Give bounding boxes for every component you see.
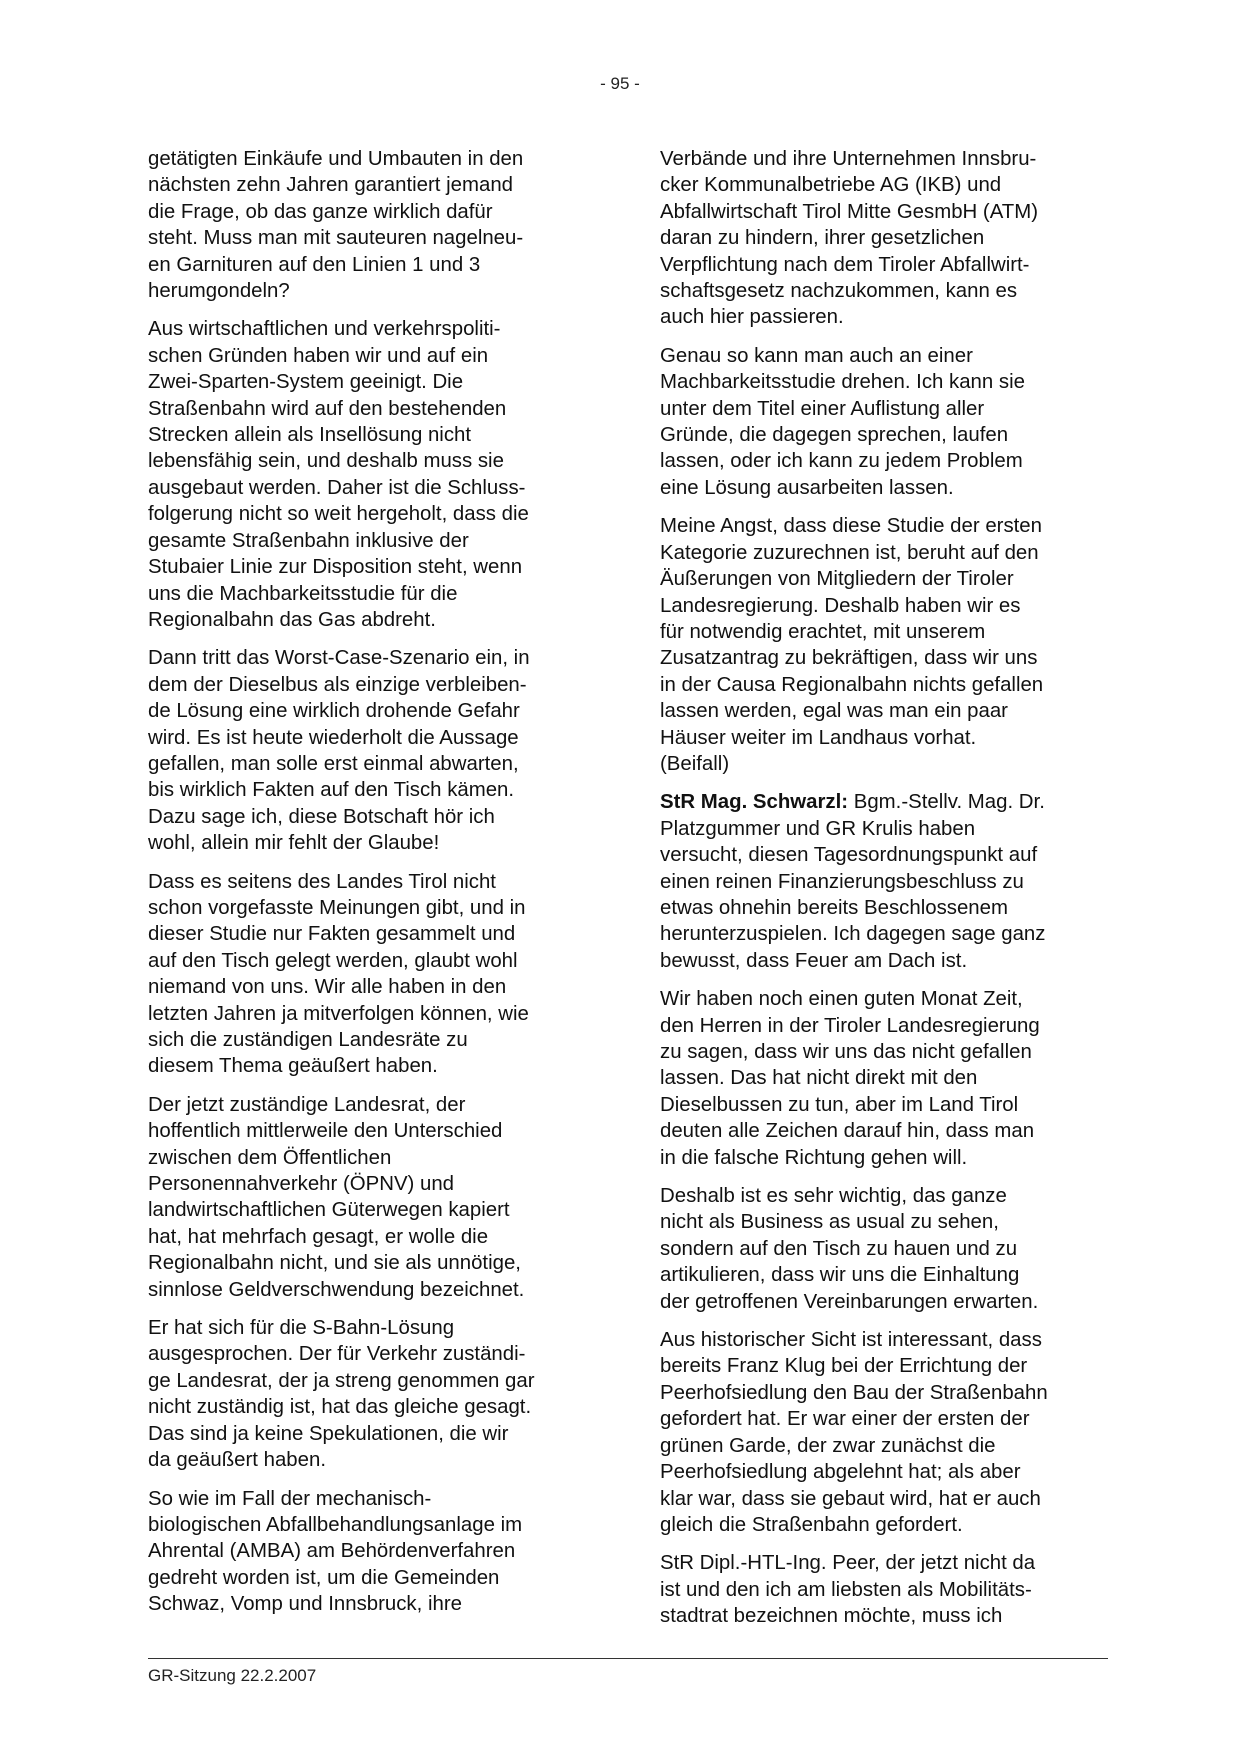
text-line: steht. Muss man mit sauteuren nagelneu-: [148, 227, 524, 250]
text-line: auf den Tisch gelegt werden, glaubt wohl: [148, 949, 518, 972]
text-line: da geäußert haben.: [148, 1449, 326, 1472]
text-line: lebensfähig sein, und deshalb muss sie: [148, 450, 504, 473]
paragraph: [148, 1486, 603, 1618]
text-line: in der Causa Regionalbahn nichts gefallen: [660, 673, 1044, 696]
text-line: wohl, allein mir fehlt der Glaube!: [148, 832, 440, 855]
text-line: sondern auf den Tisch zu hauen und zu: [660, 1237, 1018, 1260]
text-line: Ahrental (AMBA) am Behördenverfahren: [148, 1540, 516, 1563]
paragraph: [148, 1092, 603, 1303]
text-line: etwas ohnehin bereits Beschlossenem: [660, 896, 1008, 919]
text-line: wird. Es ist heute wiederholt die Aussage: [148, 726, 519, 749]
paragraph-body: [660, 818, 1045, 972]
text-line: cker Kommunalbetriebe AG (IKB) und: [660, 174, 1002, 197]
text-line: herunterzuspielen. Ich dagegen sage ganz: [660, 923, 1046, 946]
text-line: versucht, diesen Tagesordnungspunkt auf: [660, 844, 1038, 867]
left-column: [148, 146, 603, 1630]
text-line: gefordert hat. Er war einer der ersten der: [660, 1408, 1030, 1431]
text-line: landwirtschaftlichen Güterwegen kapiert: [148, 1199, 510, 1222]
text-line: Abfallwirtschaft Tirol Mitte GesmbH (ATM): [660, 200, 1039, 223]
text-line: lassen. Das hat nicht direkt mit den: [660, 1067, 978, 1090]
text-line: Machbarkeitsstudie drehen. Ich kann sie: [660, 371, 1025, 394]
text-line: nicht als Business as usual zu sehen,: [660, 1211, 999, 1234]
text-line: gleich die Straßenbahn gefordert.: [660, 1513, 963, 1536]
page-number: - 95 -: [600, 74, 640, 93]
text-line: gefallen, man solle erst einmal abwarten,: [148, 752, 519, 775]
text-line: klar war, dass sie gebaut wird, hat er auch: [660, 1487, 1041, 1510]
text-line: biologischen Abfallbehandlungsanlage im: [148, 1513, 523, 1536]
text-line: schon vorgefasste Meinungen gibt, und in: [148, 896, 526, 919]
text-line: Straßenbahn wird auf den bestehenden: [148, 397, 507, 420]
text-line: Dann tritt das Worst-Case-Szenario ein, in: [148, 647, 530, 670]
footer-divider: [148, 1658, 1108, 1659]
text-line: Häuser weiter im Landhaus vorhat.: [660, 726, 977, 749]
text-line: deuten alle Zeichen darauf hin, dass man: [660, 1120, 1035, 1143]
text-line: den Herren in der Tiroler Landesregierung: [660, 1014, 1040, 1037]
speaker-paragraph: [660, 789, 1100, 974]
text-line: nächsten zehn Jahren garantiert jemand: [148, 174, 514, 197]
text-line: eine Lösung ausarbeiten lassen.: [660, 476, 954, 499]
text-line: Er hat sich für die S-Bahn-Lösung: [148, 1317, 455, 1340]
text-line: daran zu hindern, ihrer gesetzlichen: [660, 227, 985, 250]
text-line: bereits Franz Klug bei der Errichtung der: [660, 1355, 1028, 1378]
paragraph: [660, 1183, 1100, 1315]
text-line: Das sind ja keine Spekulationen, die wir: [148, 1422, 509, 1445]
text-line: artikulieren, dass wir uns die Einhaltung: [660, 1264, 1020, 1287]
footer-session-date: GR-Sitzung 22.2.2007: [148, 1666, 317, 1685]
paragraph: [660, 986, 1100, 1171]
paragraph: [148, 1315, 603, 1473]
text-line: Der jetzt zuständige Landesrat, der: [148, 1093, 466, 1116]
text-line: (Beifall): [660, 752, 730, 775]
text-line: en Garnituren auf den Linien 1 und 3: [148, 253, 481, 276]
text-line: Peerhofsiedlung abgelehnt hat; als aber: [660, 1461, 1021, 1484]
text-line: dieser Studie nur Fakten gesammelt und: [148, 923, 516, 946]
text-line: zu sagen, dass wir uns das nicht gefallen: [660, 1041, 1032, 1063]
paragraph: [148, 146, 603, 304]
text-line: Stubaier Linie zur Disposition steht, wenn: [148, 556, 523, 579]
text-line: Wir haben noch einen guten Monat Zeit,: [660, 988, 1023, 1011]
text-line: schaftsgesetz nachzukommen, kann es: [660, 280, 1018, 303]
text-line: Regionalbahn nicht, und sie als unnötige,: [148, 1252, 521, 1275]
text-line: Schwaz, Vomp und Innsbruck, ihre: [148, 1593, 462, 1616]
text-line: letzten Jahren ja mitverfolgen können, wie: [148, 1002, 529, 1025]
text-line: für notwendig erachtet, mit unserem: [660, 620, 986, 643]
text-line: StR Dipl.-HTL-Ing. Peer, der jetzt nicht da: [660, 1552, 1036, 1575]
text-line: ausgebaut werden. Daher ist die Schluss-: [148, 476, 526, 499]
text-line: der getroffenen Vereinbarungen erwarten.: [660, 1290, 1039, 1313]
text-line: Äußerungen von Mitgliedern der Tiroler: [660, 568, 1014, 591]
text-line: Zusatzantrag zu bekräftigen, dass wir uns: [660, 647, 1038, 670]
text-line: dem der Dieselbus als einzige verbleiben-: [148, 673, 527, 696]
text-line: Dass es seitens des Landes Tirol nicht: [148, 870, 496, 893]
text-line: bewusst, dass Feuer am Dach ist.: [660, 949, 968, 972]
text-line: So wie im Fall der mechanisch-: [148, 1487, 432, 1510]
text-line: nicht zuständig ist, hat das gleiche gesagt.: [148, 1396, 532, 1419]
text-line: Peerhofsiedlung den Bau der Straßenbahn: [660, 1381, 1048, 1404]
text-line: in die falsche Richtung gehen will.: [660, 1146, 968, 1169]
text-line: uns die Machbarkeitsstudie für die: [148, 582, 458, 605]
text-line: Platzgummer und GR Krulis haben: [660, 817, 976, 840]
text-line: lassen werden, egal was man ein paar: [660, 700, 1008, 723]
paragraph: [660, 343, 1100, 501]
text-line: Aus historischer Sicht ist interessant, dass: [660, 1329, 1042, 1352]
text-line: gedreht worden ist, um die Gemeinden: [148, 1566, 500, 1589]
text-line: Regionalbahn das Gas abdreht.: [148, 608, 436, 631]
text-line: sinnlose Geldverschwendung bezeichnet.: [148, 1278, 525, 1301]
paragraph: [148, 645, 603, 856]
text-line: Verbände und ihre Unternehmen Innsbru-: [660, 148, 1037, 170]
paragraph: [148, 316, 603, 633]
text-line: diesem Thema geäußert haben.: [148, 1055, 438, 1078]
text-line: lassen, oder ich kann zu jedem Problem: [660, 450, 1023, 473]
text-line: grünen Garde, der zwar zunächst die: [660, 1434, 996, 1457]
text-line: stadtrat bezeichnen möchte, muss ich: [660, 1605, 1003, 1628]
text-line: bis wirklich Fakten auf den Tisch kämen.: [148, 779, 515, 802]
text-line: Deshalb ist es sehr wichtig, das ganze: [660, 1185, 1007, 1208]
paragraph: [660, 146, 1100, 331]
text-line: Dieselbussen zu tun, aber im Land Tirol: [660, 1093, 1019, 1116]
paragraph: [148, 869, 603, 1080]
text-line: Verpflichtung nach dem Tiroler Abfallwirt-: [660, 253, 1030, 276]
text-line: Landesregierung. Deshalb haben wir es: [660, 594, 1021, 617]
text-line: Kategorie zuzurechnen ist, beruht auf den: [660, 541, 1039, 564]
text-line: herumgondeln?: [148, 280, 290, 303]
text-line: Personennahverkehr (ÖPNV) und: [148, 1173, 455, 1196]
text-line: niemand von uns. Wir alle haben in den: [148, 976, 507, 999]
text-line: getätigten Einkäufe und Umbauten in den: [148, 148, 524, 170]
text-line: folgerung nicht so weit hergeholt, dass die: [148, 503, 529, 526]
text-line: schen Gründen haben wir und auf ein: [148, 344, 489, 367]
text-line: zwischen dem Öffentlichen: [148, 1146, 392, 1169]
text-line: Aus wirtschaftlichen und verkehrspoliti-: [148, 318, 501, 341]
text-line: sich die zuständigen Landesräte zu: [148, 1029, 468, 1051]
paragraph: [660, 1327, 1100, 1538]
text-line: hoffentlich mittlerweile den Unterschied: [148, 1120, 503, 1143]
text-line: Meine Angst, dass diese Studie der ersten: [660, 515, 1042, 538]
right-column: [660, 146, 1100, 1642]
paragraph: [660, 513, 1100, 777]
text-line: Strecken allein als Insellösung nicht: [148, 424, 472, 447]
text-line: Genau so kann man auch an einer: [660, 344, 973, 367]
text-line: Gründe, die dagegen sprechen, laufen: [660, 424, 1009, 447]
speaker-name: StR Mag. Schwarzl:: [660, 791, 849, 814]
text-line: ist und den ich am liebsten als Mobilitäts-: [660, 1578, 1032, 1601]
text-line: auch hier passieren.: [660, 306, 844, 329]
paragraph: [660, 1550, 1100, 1629]
text-line: hat, hat mehrfach gesagt, er wolle die: [148, 1225, 489, 1248]
text-line: ausgesprochen. Der für Verkehr zuständi-: [148, 1343, 526, 1366]
text-line: Zwei-Sparten-System geeinigt. Die: [148, 371, 464, 394]
text-line: die Frage, ob das ganze wirklich dafür: [148, 200, 493, 223]
text-line: gesamte Straßenbahn inklusive der: [148, 529, 469, 552]
text-line: unter dem Titel einer Auflistung aller: [660, 397, 985, 420]
text-line: ge Landesrat, der ja streng genommen gar: [148, 1369, 535, 1392]
text-line: de Lösung eine wirklich drohende Gefahr: [148, 700, 520, 723]
text-line: einen reinen Finanzierungsbeschluss zu: [660, 870, 1024, 893]
speaker-intro: Bgm.-Stellv. Mag. Dr.: [848, 791, 1045, 814]
text-line: Dazu sage ich, diese Botschaft hör ich: [148, 805, 495, 828]
